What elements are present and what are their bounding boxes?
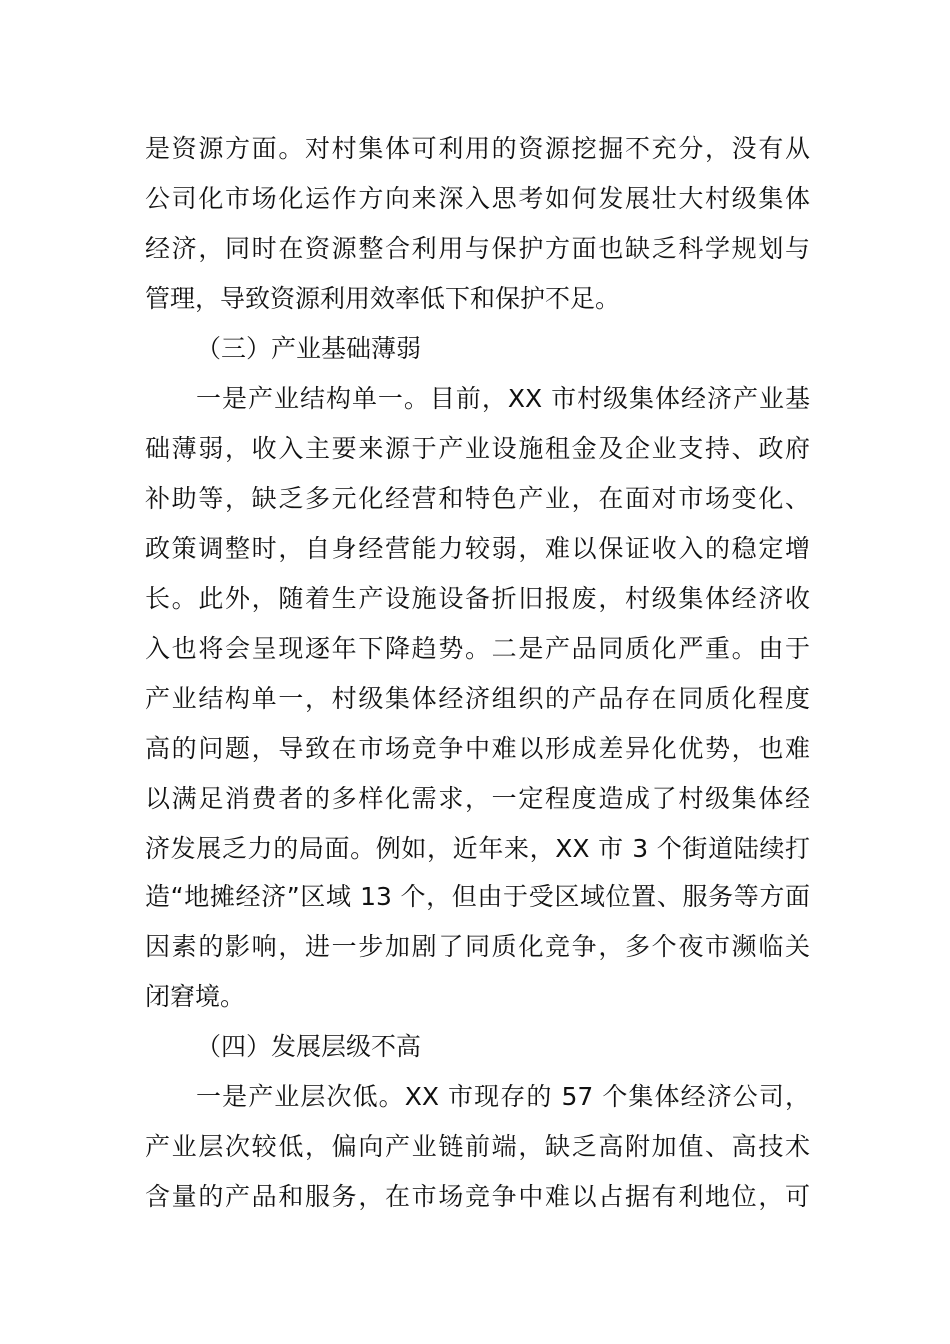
paragraph-line: 造“地摊经济”区域 13 个，但由于受区域位置、服务等方面	[145, 882, 810, 911]
paragraph-line: 济发展乏力的局面。例如，近年来，XX 市 3 个街道陆续打	[145, 834, 810, 863]
paragraph-line: 产业结构单一，村级集体经济组织的产品存在同质化程度	[145, 684, 810, 713]
paragraph-line: 一是产业层次低。XX 市现存的 57 个集体经济公司，	[196, 1082, 810, 1111]
paragraph-line: 含量的产品和服务，在市场竞争中难以占据有利地位，可	[145, 1182, 810, 1211]
paragraph-line: 是资源方面。对村集体可利用的资源挖掘不充分，没有从	[145, 134, 810, 163]
paragraph-line: 公司化市场化运作方向来深入思考如何发展壮大村级集体	[145, 184, 810, 213]
paragraph-line: 长。此外，随着生产设施设备折旧报废，村级集体经济收	[145, 584, 810, 613]
paragraph-line: 经济，同时在资源整合利用与保护方面也缺乏科学规划与	[145, 234, 810, 263]
paragraph-line: 产业层次较低，偏向产业链前端，缺乏高附加值、高技术	[145, 1132, 810, 1161]
section-heading-three: （三）产业基础薄弱	[196, 334, 422, 363]
paragraph-line: 政策调整时，自身经营能力较弱，难以保证收入的稳定增	[145, 534, 810, 563]
paragraph-line: 础薄弱，收入主要来源于产业设施租金及企业支持、政府	[145, 434, 810, 463]
paragraph-line: 以满足消费者的多样化需求，一定程度造成了村级集体经	[145, 784, 810, 813]
paragraph-line: 一是产业结构单一。目前，XX 市村级集体经济产业基	[196, 384, 810, 413]
paragraph-line: 闭窘境。	[145, 982, 246, 1011]
paragraph-line: 因素的影响，进一步加剧了同质化竞争，多个夜市濒临关	[145, 932, 810, 961]
paragraph-line: 高的问题，导致在市场竞争中难以形成差异化优势，也难	[145, 734, 810, 763]
section-heading-four: （四）发展层级不高	[196, 1032, 422, 1061]
paragraph-line: 入也将会呈现逐年下降趋势。二是产品同质化严重。由于	[145, 634, 810, 663]
paragraph-line: 管理，导致资源利用效率低下和保护不足。	[145, 284, 621, 313]
paragraph-line: 补助等，缺乏多元化经营和特色产业，在面对市场变化、	[145, 484, 810, 513]
